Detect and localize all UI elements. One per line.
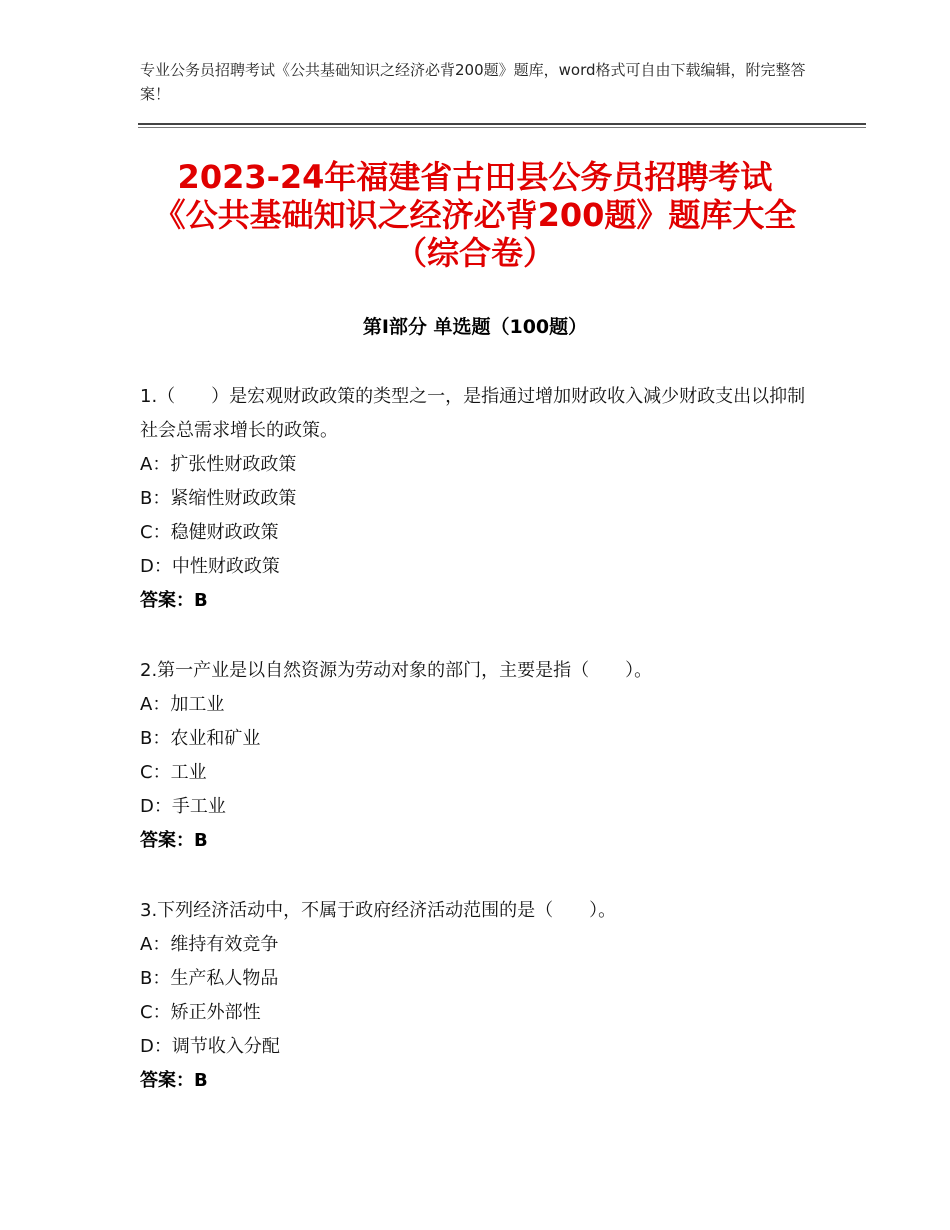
header-rule-thin [138, 127, 866, 128]
option-a: A：维持有效竞争 [140, 934, 279, 955]
option-c: C：稳健财政政策 [140, 522, 279, 543]
header-note: 专业公务员招聘考试《公共基础知识之经济必背200题》题库，word格式可自由下载编辑，附完整答案！ [140, 61, 806, 103]
question-list [140, 380, 810, 1134]
answer: 答案：B [140, 590, 208, 611]
option-d: D：手工业 [140, 796, 226, 817]
question-stem: 2.第一产业是以自然资源为劳动对象的部门，主要是指（ ）。 [140, 660, 653, 681]
option-a: A：加工业 [140, 694, 225, 715]
document-title: 2023-24年福建省古田县公务员招聘考试《公共基础知识之经济必背200题》题库大全（综合卷） [153, 158, 797, 272]
option-c: C：工业 [140, 762, 207, 783]
answer: 答案：B [140, 830, 208, 851]
header-rule-thick [138, 123, 866, 125]
question-2 [140, 654, 810, 858]
option-d: D：调节收入分配 [140, 1036, 280, 1057]
option-b: B：紧缩性财政政策 [140, 488, 297, 509]
option-c: C：矫正外部性 [140, 1002, 261, 1023]
question-3 [140, 894, 810, 1098]
question-stem: 3.下列经济活动中，不属于政府经济活动范围的是（ ）。 [140, 900, 617, 921]
section-title: 第I部分 单选题（100题） [362, 316, 588, 338]
option-b: B：农业和矿业 [140, 728, 261, 749]
question-1 [140, 380, 810, 618]
option-a: A：扩张性财政政策 [140, 454, 297, 475]
option-b: B：生产私人物品 [140, 968, 279, 989]
answer: 答案：B [140, 1070, 208, 1091]
question-stem: 1.（ ）是宏观财政政策的类型之一，是指通过增加财政收入减少财政支出以抑制社会总需求增长的政策。 [140, 386, 806, 441]
option-d: D：中性财政政策 [140, 556, 280, 577]
